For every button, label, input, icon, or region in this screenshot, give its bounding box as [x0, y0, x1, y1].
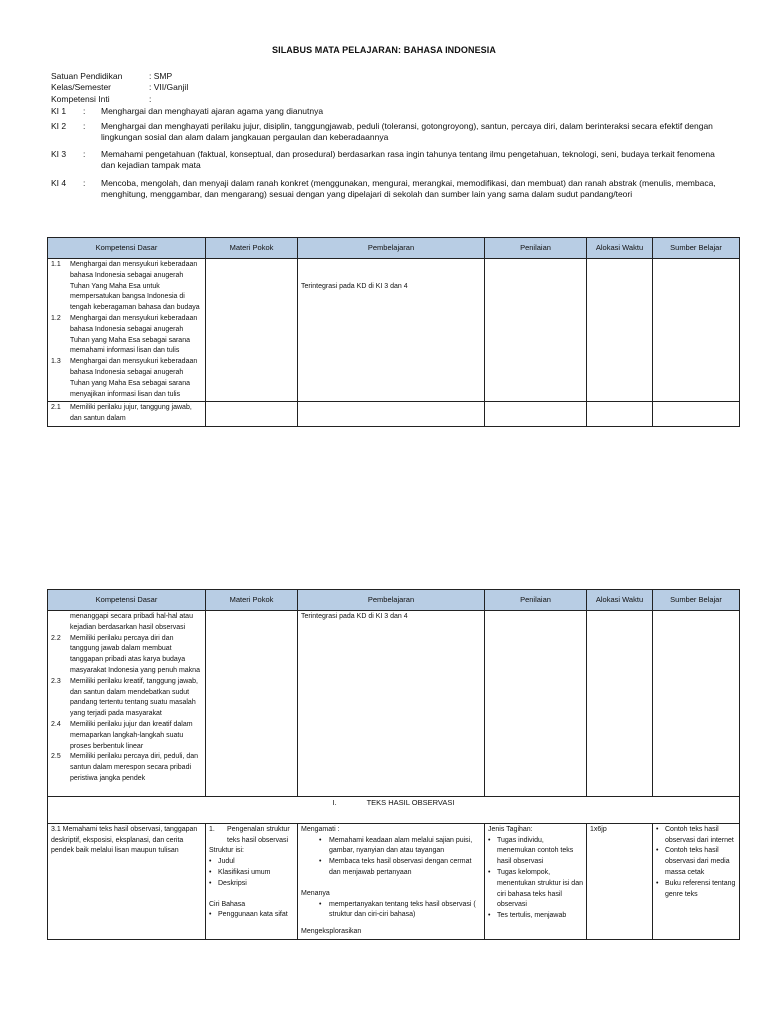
- header-sumber-belajar: Sumber Belajar: [653, 238, 740, 259]
- ki-colon: :: [83, 149, 86, 159]
- header-materi-pokok: Materi Pokok: [206, 238, 298, 259]
- penilaian-cell: [485, 259, 587, 402]
- ki-text: Mencoba, mengolah, dan menyaji dalam ranah konkret (menggunakan, mengurai, merangkai, memodifikasi, dan membuat) dan ranah abstrak (menulis, membaca, menghitung, menggambar, dan mengarang) sesuai dengan yang dipelajari di sekolah dan sumber lain yang sama dalam sudut pandang/teori: [101, 178, 716, 199]
- header-pembelajaran: Pembelajaran: [298, 238, 485, 259]
- materi-cell: [206, 402, 298, 427]
- table-row: [48, 259, 740, 402]
- pembelajaran-text: Terintegrasi pada KD di KI 3 dan 4: [301, 283, 408, 290]
- section-row: [48, 796, 740, 823]
- menanya-list: [301, 900, 481, 922]
- spacer: [209, 890, 294, 900]
- kd-item: [51, 720, 202, 752]
- header-materi-pokok: Materi Pokok: [206, 590, 298, 611]
- kd-text: Memiliki perilaku kreatif, tanggung jawab, dan santun dalam mendebatkan sudut pandang tertentu tentang suatu masalah yang terjadi pada masyarakat: [70, 677, 199, 718]
- materi-cell: [206, 259, 298, 402]
- header-penilaian: Penilaian: [485, 590, 587, 611]
- alokasi-cell: [587, 402, 653, 427]
- materi-cell: [206, 611, 298, 797]
- silabus-table-2: [47, 589, 740, 940]
- list-item: • Tugas kelompok, menentukan struktur isi dan ciri bahasa teks hasil observasi: [488, 868, 583, 911]
- pembelajaran-cell: [298, 402, 485, 427]
- meta-kompetensi: [51, 94, 151, 105]
- kd-number: 2.4: [51, 720, 61, 728]
- ki-code: KI 3: [51, 149, 67, 159]
- meta-label: Kelas/Semester: [51, 82, 111, 92]
- kd-cell: [48, 823, 206, 939]
- kd-list: [51, 403, 202, 425]
- ciri-label: Ciri Bahasa: [209, 900, 246, 908]
- kd-item: [51, 403, 202, 425]
- pembelajaran-cell: [298, 823, 485, 939]
- header-penilaian: Penilaian: [485, 238, 587, 259]
- sumber-cell: [653, 823, 740, 939]
- kd-list: [51, 634, 202, 785]
- meta-value: :: [149, 94, 152, 104]
- list-item: • Tugas individu, menemukan contoh teks hasil observasi: [488, 836, 583, 868]
- ki-colon: :: [83, 106, 86, 116]
- silabus-table-1: [47, 237, 740, 427]
- struktur-label: Struktur isi:: [209, 847, 245, 855]
- kd-text: Menghargai dan mensyukuri keberadaan bahasa Indonesia sebagai anugerah Tuhan Yang Maha Esa untuk mempersatukan bangsa Indonesia di tengah keberagaman bahasa dan budaya: [70, 261, 200, 312]
- penilaian-cell: [485, 823, 587, 939]
- penilaian-cell: [485, 402, 587, 427]
- kd-item: [51, 752, 202, 784]
- meta-satuan: [51, 71, 172, 82]
- ki-code: KI 4: [51, 178, 67, 188]
- kd-cell: [48, 259, 206, 402]
- list-item: • Contoh teks hasil observasi dari internet: [656, 825, 736, 847]
- kd-text: Memiliki perilaku jujur, tanggung jawab, dan santun dalam: [70, 404, 192, 423]
- kd-text: Memiliki perilaku percaya diri dan tanggung jawab dalam membuat tanggapan pribadi atas karya budaya masyarakat Indonesia yang penuh makna: [70, 634, 200, 674]
- kd-text: Menghargai dan mensyukuri keberadaan bahasa Indonesia sebagai anugerah Tuhan yang Maha Esa sebagai sarana menyajikan informasi lisan dan tulis: [70, 358, 198, 398]
- table-row: [48, 402, 740, 427]
- ciri-list: [209, 910, 294, 921]
- list-item: • Judul: [209, 857, 294, 868]
- ki-code: KI 1: [51, 106, 67, 116]
- list-item: • Penggunaan kata sifat: [209, 910, 294, 921]
- sumber-list: [656, 825, 736, 901]
- next-label: Mengeksplorasikan: [301, 928, 362, 936]
- meta-kelas: [51, 82, 188, 93]
- ki-colon: :: [83, 121, 86, 131]
- kd-number: 2.1: [51, 404, 61, 412]
- kd-continuation: menanggapi secara pribadi hal-hal atau kejadian berdasarkan hasil observasi: [70, 613, 193, 631]
- list-item: • Klasifikasi umum: [209, 868, 294, 879]
- ki-text: Menghargai dan menghayati perilaku jujur, disiplin, tanggungjawab, peduli (toleransi, gotongroyong), santun, percaya diri, dalam berinteraksi secara efektif dengan lingkungan sosial dan alam dalam jangkauan pergaulan dan keberadaannya: [101, 121, 713, 142]
- mengamati-list: [301, 836, 481, 879]
- kd-cell: [48, 402, 206, 427]
- ki-3: [51, 149, 731, 171]
- table-row: [48, 823, 740, 939]
- struktur-list: [209, 857, 294, 889]
- kd-number: 2.2: [51, 634, 61, 642]
- meta-value: : SMP: [149, 71, 173, 81]
- kd-text: Memiliki perilaku percaya diri, peduli, dan santun dalam merespon secara pribadi peristiwa jangka pendek: [70, 753, 199, 782]
- kd-number: 2.5: [51, 753, 61, 761]
- sumber-cell: [653, 611, 740, 797]
- section-number: I.: [332, 797, 337, 807]
- header-alokasi-waktu: Alokasi Waktu: [587, 590, 653, 611]
- table-header-row: [48, 590, 740, 611]
- kd-number: 1.1: [51, 261, 61, 268]
- ki-4: [51, 178, 731, 200]
- table-header-row: [48, 238, 740, 259]
- list-item: • Tes tertulis, menjawab: [488, 911, 583, 922]
- header-alokasi-waktu: Alokasi Waktu: [587, 238, 653, 259]
- kd-item: [51, 357, 202, 400]
- spacer: [301, 879, 481, 889]
- materi-number: 1.: [209, 825, 215, 833]
- sumber-cell: [653, 402, 740, 427]
- header-kompetensi-dasar: Kompetensi Dasar: [48, 590, 206, 611]
- meta-label: Kompetensi Inti: [51, 94, 110, 104]
- list-item: • Deskripsi: [209, 879, 294, 890]
- header-kompetensi-dasar: Kompetensi Dasar: [48, 238, 206, 259]
- spacer: [51, 785, 202, 795]
- meta-label: Satuan Pendidikan: [51, 71, 123, 81]
- kd-number: 2.3: [51, 677, 61, 685]
- kd-list: [51, 260, 202, 400]
- kd-item: [51, 260, 202, 314]
- mengamati-label: Mengamati :: [301, 825, 340, 833]
- ki-2: [51, 121, 731, 143]
- header-pembelajaran: Pembelajaran: [298, 590, 485, 611]
- alokasi-cell: [587, 823, 653, 939]
- pembelajaran-cell: [298, 611, 485, 797]
- pembelajaran-text: Terintegrasi pada KD di KI 3 dan 4: [301, 613, 408, 620]
- ki-1: [51, 106, 731, 117]
- penilaian-cell: [485, 611, 587, 797]
- meta-value: : VII/Ganjil: [149, 82, 189, 92]
- section-title: TEKS HASIL OBSERVASI: [366, 797, 455, 807]
- ki-code: KI 2: [51, 121, 67, 131]
- list-item: • Buku referensi tentang genre teks: [656, 879, 736, 901]
- pembelajaran-cell: [298, 259, 485, 402]
- kd-cell: [48, 611, 206, 797]
- section-heading: [48, 796, 740, 823]
- kd-text: 3.1 Memahami teks hasil observasi, tanggapan deskriptif, eksposisi, eksplanasi, dan cerita pendek baik melalui lisan maupun tulisan: [51, 825, 198, 855]
- kd-number: 1.3: [51, 358, 61, 366]
- materi-cell: [206, 823, 298, 939]
- list-item: • Membaca teks hasil observasi dengan cermat dan menjawab pertanyaan: [319, 857, 481, 879]
- materi-item: [209, 825, 294, 847]
- list-item: • Memahami keadaan alam melalui sajian puisi, gambar, nyanyian dan atau tayangan: [319, 836, 481, 858]
- kd-text: Menghargai dan mensyukuri keberadaan bahasa Indonesia sebagai anugerah Tuhan yang Maha Esa sebagai sarana memahami informasi lisan dan tulis: [70, 314, 198, 355]
- penilaian-list: [488, 836, 583, 922]
- ki-text: Menghargai dan menghayati ajaran agama yang dianutnya: [101, 106, 324, 116]
- alokasi-cell: [587, 259, 653, 402]
- kd-number: 1.2: [51, 314, 61, 322]
- sumber-cell: [653, 259, 740, 402]
- list-item: • mempertanyakan tentang teks hasil observasi ( struktur dan ciri-ciri bahasa): [319, 900, 481, 922]
- alokasi-cell: [587, 611, 653, 797]
- alokasi-value: 1x6jp: [590, 825, 607, 833]
- list-item: • Contoh teks hasil observasi dari media massa cetak: [656, 846, 736, 878]
- kd-item: [51, 677, 202, 720]
- kd-text: Memiliki perilaku jujur dan kreatif dalam memaparkan langkah-langkah suatu proses berbentuk linear: [70, 720, 193, 750]
- page-title: SILABUS MATA PELAJARAN: BAHASA INDONESIA: [271, 45, 496, 55]
- kd-item: [51, 314, 202, 357]
- penilaian-label: Jenis Tagihan:: [488, 825, 533, 833]
- materi-text: Pengenalan struktur teks hasil observasi: [227, 825, 290, 844]
- header-sumber-belajar: Sumber Belajar: [653, 590, 740, 611]
- kd-item: [51, 634, 202, 677]
- ki-text: Memahami pengetahuan (faktual, konseptual, dan prosedural) berdasarkan rasa ingin tahunya tentang ilmu pengetahuan, teknologi, seni, budaya terkait fenomena dan kejadian tampak mata: [101, 149, 715, 170]
- menanya-label: Menanya: [301, 889, 330, 897]
- table-row: [48, 611, 740, 797]
- ki-colon: :: [83, 178, 86, 188]
